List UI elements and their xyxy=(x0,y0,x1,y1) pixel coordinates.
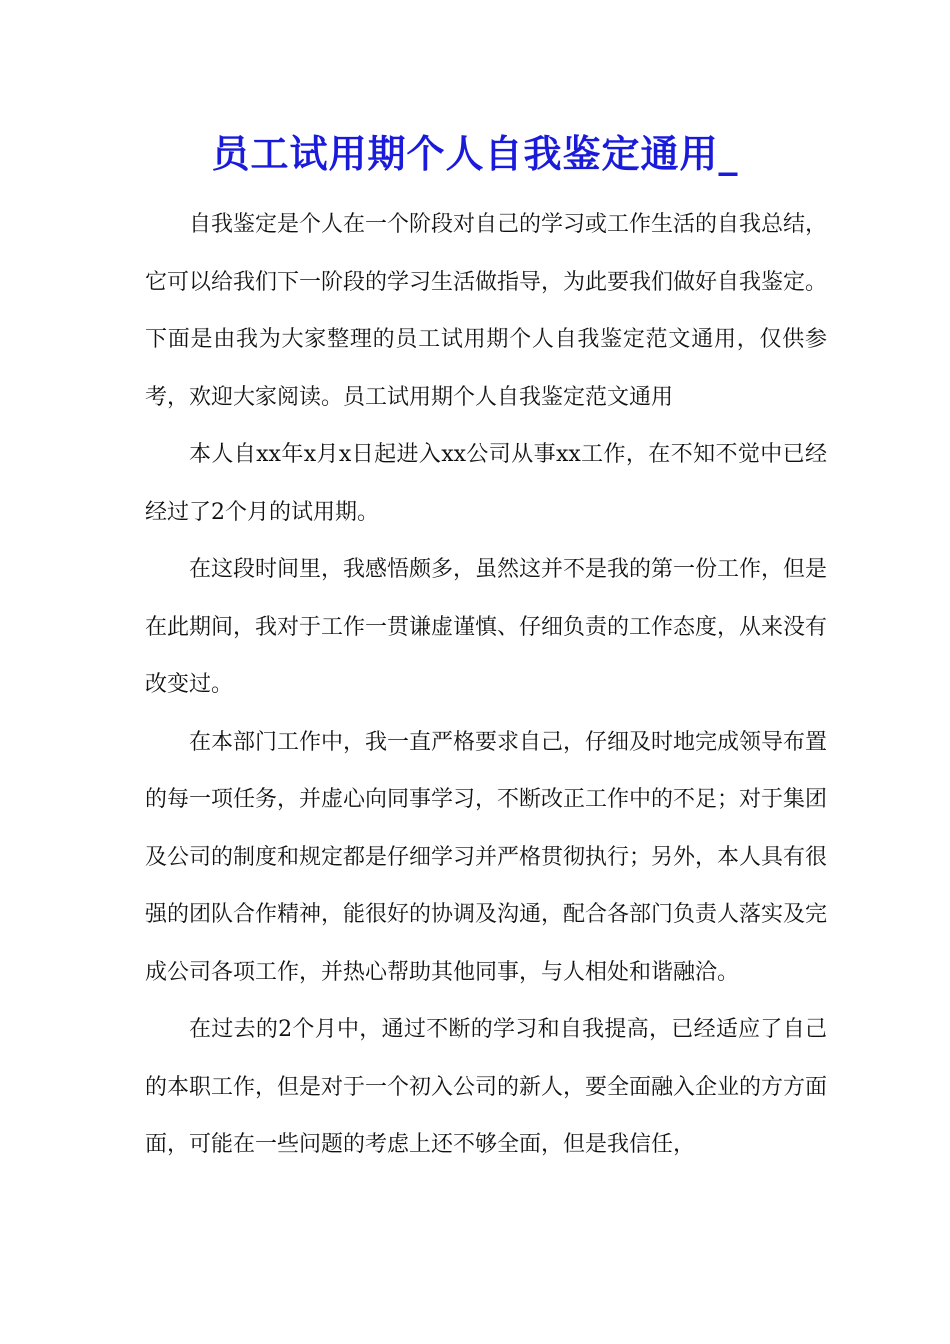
paragraph-past-two-months: 在过去的2个月中，通过不断的学习和自我提高，已经适应了自己的本职工作，但是对于一个初入公司的新人，要全面融入企业的方方面面，可能在一些问题的考虑上还不够全面，但是我信任， xyxy=(145,1017,828,1157)
paragraph-intro: 自我鉴定是个人在一个阶段对自己的学习或工作生活的自我总结，它可以给我们下一阶段的学习生活做指导，为此要我们做好自我鉴定。下面是由我为大家整理的员工试用期个人自我鉴定范文通用，仅供参考，欢迎大家阅读。员工试用期个人自我鉴定范文通用 xyxy=(145,212,828,410)
document-body xyxy=(145,196,827,1174)
paragraph-attitude: 在这段时间里，我感悟颇多，虽然这并不是我的第一份工作，但是在此期间，我对于工作一贯谦虚谨慎、仔细负责的工作态度，从来没有改变过。 xyxy=(145,557,828,697)
document-title: 员工试用期个人自我鉴定通用_ xyxy=(211,131,739,176)
paragraph-start-date: 本人自xx年x月x日起进入xx公司从事xx工作，在不知不觉中已经经过了2个月的试用期。 xyxy=(145,442,827,525)
paragraph-department-work: 在本部门工作中，我一直严格要求自己，仔细及时地完成领导布置的每一项任务，并虚心向同事学习，不断改正工作中的不足；对于集团及公司的制度和规定都是仔细学习并严格贯彻执行；另外，本人具有很强的团队合作精神，能很好的协调及沟通，配合各部门负责人落实及完成公司各项工作，并热心帮助其他同事，与人相处和谐融洽。 xyxy=(145,729,828,985)
